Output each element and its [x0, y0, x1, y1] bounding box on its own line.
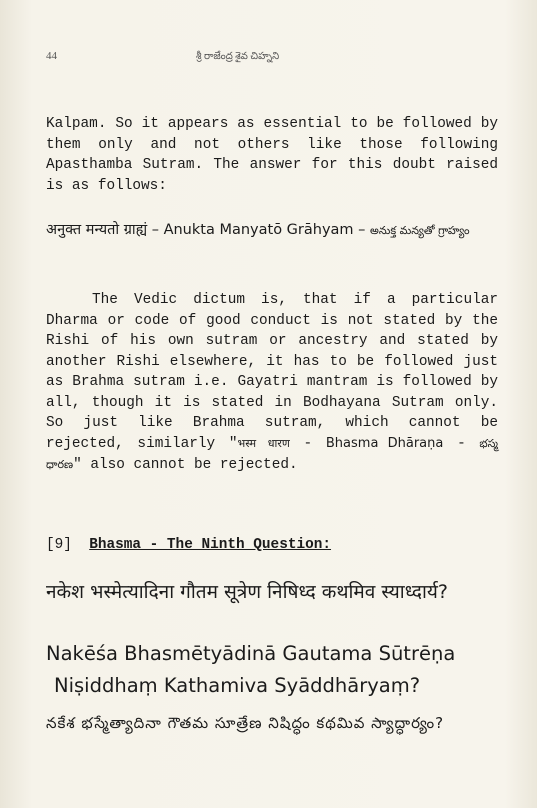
paragraph-vedic-dictum — [46, 290, 498, 477]
question-devanagari: नकेश भस्मेत्यादिना गौतम सूत्रेण निषिध्द कथमिव स्याध्दार्य? — [46, 581, 448, 603]
question-transliteration — [46, 638, 498, 702]
heading-devanagari: अनुक्त मन्यतो ग्राह्यं — [46, 222, 148, 238]
transliteration-line-1: Nakēśa Bhasmētyādinā Gautama Sūtrēṇa — [46, 642, 456, 665]
page-number: 44 — [46, 50, 57, 62]
heading-telugu: అనుక్త మన్యతో గ్రాహ్యం — [370, 224, 470, 237]
section-heading-anukta — [46, 220, 498, 241]
heading-transliteration: Anukta Manyatō Grāhyam — [163, 222, 354, 238]
inline-dash: - — [289, 435, 326, 452]
question-heading — [46, 535, 331, 556]
paragraph-kalpam: Kalpam. So it appears as essential to be followed by them only and not others like those following Apasthamba Sutram. The answer for this doubt raised is as follows: — [46, 116, 498, 194]
quote-mark: " — [73, 457, 82, 473]
question-number: [9] — [46, 537, 72, 553]
inline-transliteration: Bhasma Dhāraṇa — [325, 435, 444, 451]
heading-dash: – — [147, 222, 164, 238]
inline-dash: - — [443, 435, 480, 452]
page-header — [46, 50, 496, 68]
question-telugu: నకేశ భస్మేత్యాదినా గౌతమ సూత్రేణ నిషిద్ధం కథమివ స్యాద్ధార్యం? — [46, 714, 445, 732]
inline-telugu: భస్మ ధారణ — [46, 438, 498, 472]
question-title: Bhasma - The Ninth Question: — [89, 537, 332, 553]
transliteration-line-2: Niṣiddhaṃ Kathamiva Syāddhāryaṃ? — [54, 674, 421, 697]
inline-devanagari: भस्म धारण — [237, 438, 290, 451]
paragraph-text: The Vedic dictum is, that if a particular Dharma or code of good conduct is not stated by the Rishi of his own sutram or ancestry and stated by another Rishi elsewhere, it has to be followed just as Brahma sutram i.e. Gayatri mantram is followed by all, though it is stated in Bodhayana Sutram only. So just like Brahma sutram, which cannot be rejected, similarly — [46, 292, 498, 452]
heading-dash: – — [353, 222, 371, 238]
quote-mark: " — [228, 435, 238, 452]
running-title: శ్రీ రాజేంద్ర శైవ చిహ్నని — [196, 51, 280, 62]
paragraph-text: also cannot be rejected. — [81, 457, 298, 473]
